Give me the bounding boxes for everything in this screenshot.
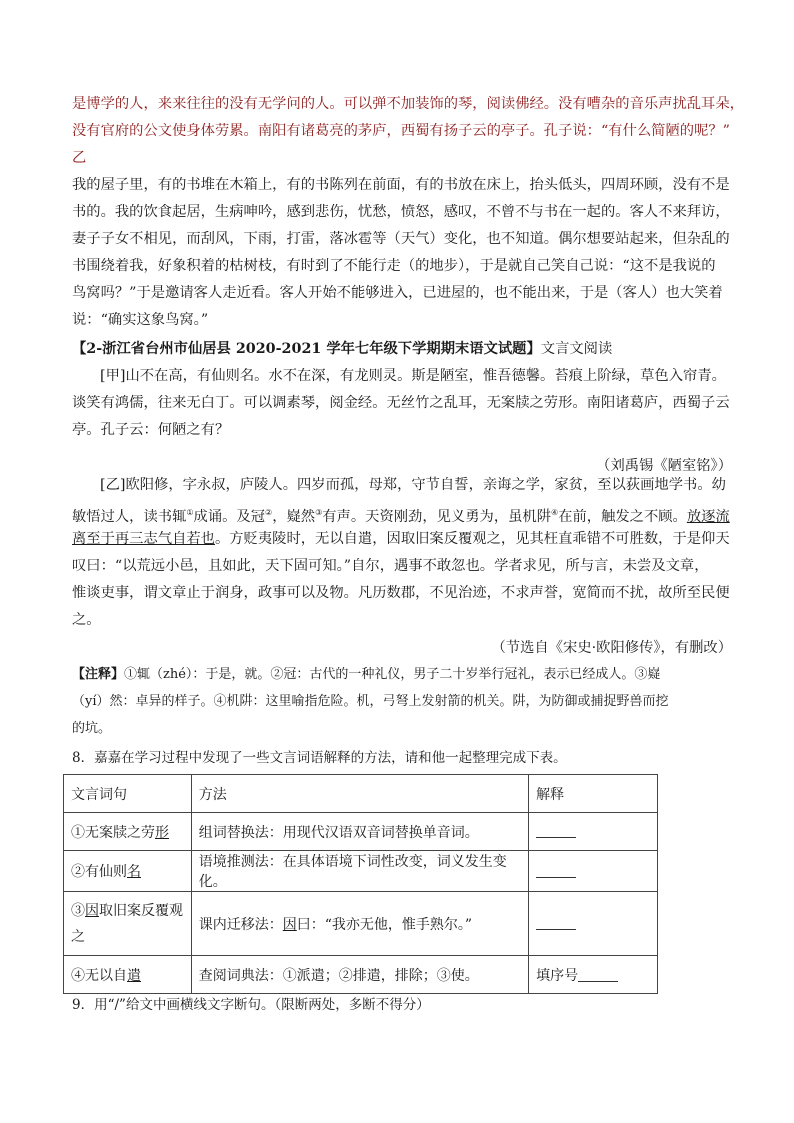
passage-line: 谈笑有鸿儒，往来无白丁。可以调素琴，阅金经。无丝竹之乱耳，无案牍之劳形。南阳诸葛庐，西蜀子云 bbox=[72, 395, 730, 411]
translation-line: 妻子子女不相见，而刮风，下雨，打雷，落冰雹等（天气）变化，也不知道。偶尔想要站起来，但杂乱的 bbox=[72, 231, 730, 247]
notes-label: 【注释】 bbox=[72, 667, 125, 682]
translation-line: 是博学的人，来来往往的没有无学问的人。可以弹不加装饰的琴，阅读佛经。没有嘈杂的音乐声扰乱耳朵， bbox=[72, 96, 744, 112]
source-heading-plain: 文言文阅读 bbox=[540, 341, 613, 357]
text-span: 敏悟过人，读书辄 bbox=[72, 508, 187, 525]
passage-jia bbox=[72, 363, 732, 480]
annotations bbox=[72, 661, 732, 742]
underlined-text: 名 bbox=[127, 864, 141, 880]
table-cell bbox=[64, 892, 192, 956]
method-text: 课内迁移法： bbox=[198, 916, 283, 933]
underlined-text: 形 bbox=[155, 824, 169, 841]
table-cell bbox=[64, 851, 192, 892]
table-cell: 查阅词典法：①派遣；②排遣，排除；③使。 bbox=[191, 956, 528, 994]
phrase-text: 取旧案反覆观之 bbox=[71, 902, 183, 945]
phrase-text: ①无案牍之劳 bbox=[71, 824, 155, 841]
answer-blank[interactable] bbox=[578, 967, 618, 982]
answer-blank[interactable] bbox=[536, 863, 576, 878]
method-text: 曰：“我亦无他，惟手熟尔。” bbox=[296, 916, 473, 933]
passage-source: （刘禹锡《陋室铭》） bbox=[596, 458, 732, 474]
underlined-text: 放逐流 bbox=[686, 508, 730, 525]
table-row bbox=[64, 813, 658, 851]
passage-line: 惟谈吏事，谓文章止于润身，政事可以及物。凡历数郡，不见治迹，不求声誉，宽简而不扰，故所至民便 bbox=[72, 585, 730, 601]
passage-line: 叹曰：“以荒远小邑，且如此，天下固可知。”自尔，遇事不敢忽也。学者求见，所与言，未尝及文章， bbox=[72, 558, 709, 574]
text-span: 在前，触发之不顾。 bbox=[558, 508, 687, 525]
text-span: 成诵。及冠 bbox=[193, 508, 266, 525]
answer-blank[interactable] bbox=[536, 823, 576, 838]
answer-cell[interactable] bbox=[529, 851, 658, 892]
phrase-text: ④无以自 bbox=[71, 967, 127, 984]
underlined-text: 因 bbox=[282, 916, 297, 933]
answer-prefix: 填序号 bbox=[536, 967, 579, 984]
table-header: 方法 bbox=[191, 775, 528, 813]
question-8-text: 8．嘉嘉在学习过程中发现了一些文言词语解释的方法，请和他一起整理完成下表。 bbox=[72, 750, 567, 766]
text-span: 有声。天资刚劲，见义勇为，虽机阱 bbox=[322, 508, 552, 525]
passage-yi bbox=[72, 472, 732, 662]
source-heading bbox=[72, 336, 732, 363]
answer-cell[interactable] bbox=[529, 813, 658, 851]
answer-cell[interactable] bbox=[529, 956, 658, 994]
passage-line: 亭。孔子云：何陋之有？ bbox=[72, 422, 230, 438]
table-cell bbox=[64, 956, 192, 994]
yi-label: 乙 bbox=[72, 150, 87, 166]
note-line: 的坑。 bbox=[72, 721, 112, 736]
jia-translation-end bbox=[72, 91, 744, 172]
translation-line: 鸟窝吗？”于是邀请客人走近看。客人开始不能够进入，已进屋的，也不能出来，于是（客人）也大笑着 bbox=[72, 285, 723, 301]
table-row bbox=[64, 851, 658, 892]
note-marker: ② bbox=[265, 508, 273, 517]
method-table bbox=[63, 774, 658, 994]
answer-blank[interactable] bbox=[536, 915, 576, 930]
translation-line: 我的屋子里，有的书堆在木箱上，有的书陈列在前面，有的书放在床上，抬头低头，四周环顾，没有不是 bbox=[72, 177, 730, 193]
source-heading-bold: 【2-浙江省台州市仙居县 2020-2021 学年七年级下学期期末语文试题】 bbox=[72, 341, 541, 357]
note-marker: ③ bbox=[315, 508, 323, 517]
note-line: （yí）然：卓异的样子。④机阱：这里喻指危险。机，弓弩上发射箭的机关。阱，为防御或捕捉野兽而挖 bbox=[72, 694, 669, 709]
table-row bbox=[64, 892, 658, 956]
note-line bbox=[72, 661, 732, 688]
passage-line bbox=[72, 499, 732, 526]
yi-translation bbox=[72, 172, 732, 334]
note-text: ①辄（zhé）：于是，就。②冠：古代的一种礼仪，男子二十岁举行冠礼，表示已经成人。③嶷 bbox=[124, 667, 661, 682]
note-marker: ④ bbox=[551, 508, 559, 517]
translation-line: 书的。我的饮食起居，生病呻吟，感到悲伤，忧愁，愤怒，感叹，不曾不与书在一起的。客人不来拜访， bbox=[72, 204, 730, 220]
table-cell: 组词替换法：用现代汉语双音词替换单音词。 bbox=[191, 813, 528, 851]
table-row bbox=[64, 956, 658, 994]
question-9 bbox=[72, 992, 732, 1019]
table-cell bbox=[64, 813, 192, 851]
translation-text: 没有官府的公文使身体劳累。南阳有诸葛亮的茅庐，西蜀有扬子云的亭子。孔子说： bbox=[72, 123, 601, 139]
text-span: 。方贬夷陵时，无以自遣，因取旧案反覆观之，见其枉直乖错不可胜数，于是仰天 bbox=[214, 531, 730, 547]
question-8 bbox=[72, 745, 732, 772]
table-cell: 语境推测法：在具体语境下词性改变，词义发生变化。 bbox=[191, 851, 528, 892]
passage-line: 之。 bbox=[72, 612, 101, 628]
underlined-text: 因 bbox=[85, 902, 99, 919]
translation-line: 书围绕着我，好象积着的枯树枝，有时到了不能行走（的地步），于是就自己笑自己说：“这不是我说的 bbox=[72, 258, 716, 274]
table-header: 解释 bbox=[529, 775, 658, 813]
phrase-text: ②有仙则 bbox=[71, 864, 127, 880]
table-header: 文言词句 bbox=[64, 775, 192, 813]
underlined-text: 离至于再三志气自若也 bbox=[72, 531, 215, 547]
underlined-text: 遣 bbox=[127, 967, 141, 984]
translation-line: 说：“确实这象鸟窝。” bbox=[72, 312, 209, 328]
table-cell bbox=[191, 892, 528, 956]
question-9-text: 9．用“/”给文中画横线文字断句。（限断两处，多断不得分） bbox=[72, 997, 430, 1013]
passage-line bbox=[72, 526, 732, 553]
answer-cell[interactable] bbox=[529, 892, 658, 956]
note-marker: ① bbox=[186, 508, 194, 517]
passage-source: （节选自《宋史·欧阳修传》，有删改） bbox=[491, 640, 732, 656]
passage-line: [甲]山不在高，有仙则名。水不在深，有龙则灵。斯是陋室，惟吾德馨。苔痕上阶绿，草色入帘青。 bbox=[100, 368, 726, 384]
translation-quote: “有什么简陋的呢？” bbox=[600, 123, 730, 139]
phrase-text: ③ bbox=[71, 902, 85, 919]
text-span: ，嶷然 bbox=[272, 508, 316, 525]
translation-line bbox=[72, 118, 732, 145]
table-header-row bbox=[64, 775, 658, 813]
passage-line: [乙]欧阳修，字永叔，庐陵人。四岁而孤，母郑，守节自誓，亲诲之学，家贫，至以荻画地学书。幼 bbox=[100, 477, 726, 493]
